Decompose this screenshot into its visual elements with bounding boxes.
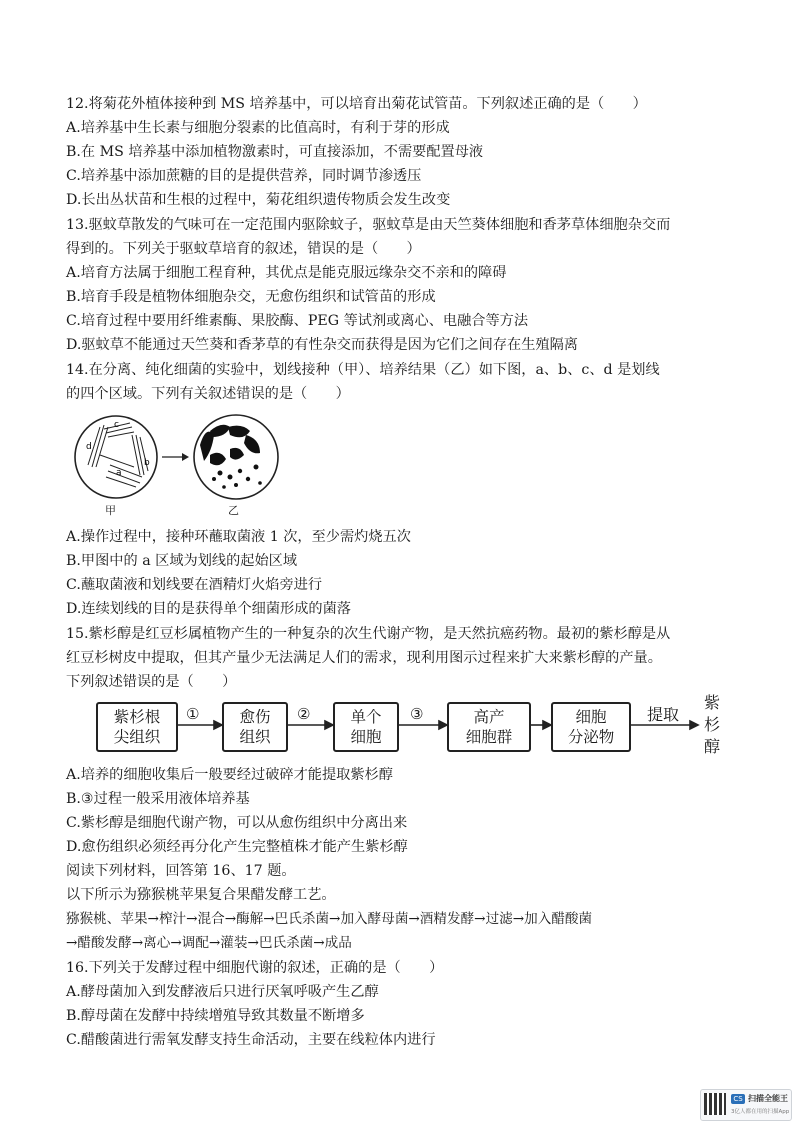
extract-label: 提取 — [647, 705, 680, 724]
q16-option-a: A.酵母菌加入到发酵液后只进行厌氧呼吸产生乙醇 — [66, 984, 379, 1000]
q15-stem-line1: 15.紫杉醇是红豆杉属植物产生的一种复杂的次生代谢产物，是天然抗癌药物。最初的紫杉醇是从 — [66, 626, 671, 642]
material-intro: 阅读下列材料，回答第 16、17 题。 — [66, 863, 296, 879]
flow-box-callus-line2: 组织 — [239, 728, 271, 746]
q16-option-b: B.醇母菌在发酵中持续增殖导致其数量不断增多 — [66, 1008, 365, 1024]
q13-option-a: A.培育方法属于细胞工程育种，其优点是能克服远缘杂交不亲和的障碍 — [66, 265, 507, 281]
q16-option-c: C.醋酸菌进行需氧发酵支持生命活动，主要在线粒体内进行 — [66, 1032, 436, 1048]
q14-option-d: D.连续划线的目的是获得单个细菌形成的菌落 — [66, 601, 351, 617]
q14-stem-line2: 的四个区域。下列有关叙述错误的是（ ） — [66, 386, 350, 402]
q13-option-c: C.培育过程中要用纤维素酶、果胶酶、PEG 等试剂或离心、电融合等方法 — [66, 313, 529, 329]
q14-option-a: A.操作过程中，接种环蘸取菌液 1 次，至少需灼烧五次 — [66, 529, 411, 545]
material-title: 以下所示为猕猴桃苹果复合果醋发酵工艺。 — [66, 887, 336, 903]
region-label-d: d — [86, 442, 92, 452]
region-label-b: b — [144, 458, 150, 468]
flow-box-single-cell-line1: 单个 — [350, 708, 382, 726]
flow-box-single-cell-line2: 细胞 — [350, 728, 382, 746]
q14-option-b: B.甲图中的 a 区域为划线的起始区域 — [66, 553, 298, 569]
flow-box-high-yield-cells-line2: 细胞群 — [465, 728, 513, 746]
watermark-title: 扫描全能王 — [748, 1094, 788, 1103]
arrow-1-head — [214, 721, 222, 729]
flow-box-callus-line1: 愈伤 — [239, 708, 271, 726]
process-line2: →醋酸发酵→离心→调配→灌装→巴氏杀菌→成品 — [66, 935, 352, 951]
q14-stem-line1: 14.在分离、纯化细菌的实验中，划线接种（甲）、培养结果（乙）如下图，a、b、c、d 是划线 — [66, 362, 660, 378]
process-line1: 猕猴桃、苹果→榨汁→混合→酶解→巴氏杀菌→加入酵母菌→酒精发酵→过滤→加入醋酸菌 — [66, 911, 593, 927]
q14-option-c: C.蘸取菌液和划线要在酒精灯火焰旁进行 — [66, 577, 323, 593]
figure-caption-yi: 乙 — [228, 504, 239, 517]
region-label-a: a — [116, 468, 122, 478]
q15-stem-line3: 下列叙述错误的是（ ） — [66, 674, 237, 690]
step-3-label: ③ — [410, 705, 424, 723]
q12-stem: 12.将菊花外植体接种到 MS 培养基中，可以培育出菊花试管苗。下列叙述正确的是（ ） — [66, 96, 647, 112]
region-label-c: c — [114, 420, 119, 430]
arrow-2-head — [325, 721, 333, 729]
flow-box-root-tissue-line1: 紫杉根 — [113, 708, 161, 726]
flow-box-root-tissue-line2: 尖组织 — [113, 728, 161, 746]
product-char-1: 紫 — [703, 693, 720, 712]
q15-option-a: A.培养的细胞收集后一般要经过破碎才能提取紫杉醇 — [66, 767, 393, 783]
q13-option-b: B.培育手段是植物体细胞杂交，无愈伤组织和试管苗的形成 — [66, 289, 436, 305]
step-2-label: ② — [297, 705, 311, 723]
scanner-watermark — [700, 1089, 792, 1121]
step-1-label: ① — [186, 705, 200, 723]
q12-option-d: D.长出丛状苗和生根的过程中，菊花组织遗传物质会发生改变 — [66, 192, 451, 208]
q16-stem: 16.下列关于发酵过程中细胞代谢的叙述，正确的是（ ） — [66, 960, 444, 976]
qr-code-icon — [704, 1093, 726, 1115]
q13-option-d: D.驱蚊草不能通过天竺葵和香茅草的有性杂交而获得是因为它们之间存在生殖隔离 — [66, 337, 578, 353]
arrow-5-head — [690, 721, 698, 729]
figure-caption-jia: 甲 — [105, 504, 116, 517]
q15-option-b: B.③过程一般采用液体培养基 — [66, 791, 250, 807]
q15-option-d: D.愈伤组织必须经再分化产生完整植株才能产生紫杉醇 — [66, 839, 408, 855]
q13-stem-line1: 13.驱蚊草散发的气味可在一定范围内驱除蚊子，驱蚊草是由天竺葵体细胞和香茅草体细胞杂交而 — [66, 217, 671, 233]
flow-box-secretion-line2: 分泌物 — [567, 728, 615, 746]
q12-option-a: A.培养基中生长素与细胞分裂素的比值高时，有利于芽的形成 — [66, 120, 450, 136]
q12-option-c: C.培养基中添加蔗糖的目的是提供营养，同时调节渗透压 — [66, 168, 422, 184]
product-label — [702, 692, 722, 758]
q15-option-c: C.紫杉醇是细胞代谢产物，可以从愈伤组织中分离出来 — [66, 815, 408, 831]
flow-box-high-yield-cells-line1: 高产 — [473, 708, 505, 726]
q15-stem-line2: 红豆杉树皮中提取，但其产量少无法满足人们的需求，现利用图示过程来扩大来紫杉醇的产量。 — [66, 650, 662, 666]
arrow-3-head — [439, 721, 447, 729]
product-char-3: 醇 — [703, 737, 720, 756]
q13-stem-line2: 得到的。下列关于驱蚊草培育的叙述，错误的是（ ） — [66, 241, 421, 257]
flow-box-secretion-line1: 细胞 — [575, 708, 607, 726]
app-logo-icon: CS — [731, 1094, 745, 1104]
watermark-subtitle: 3亿人都在用的扫描App — [731, 1109, 790, 1115]
arrow-4-head — [543, 721, 551, 729]
product-char-2: 杉 — [703, 715, 720, 734]
q12-option-b: B.在 MS 培养基中添加植物激素时，可直接添加，不需要配置母液 — [66, 144, 484, 160]
